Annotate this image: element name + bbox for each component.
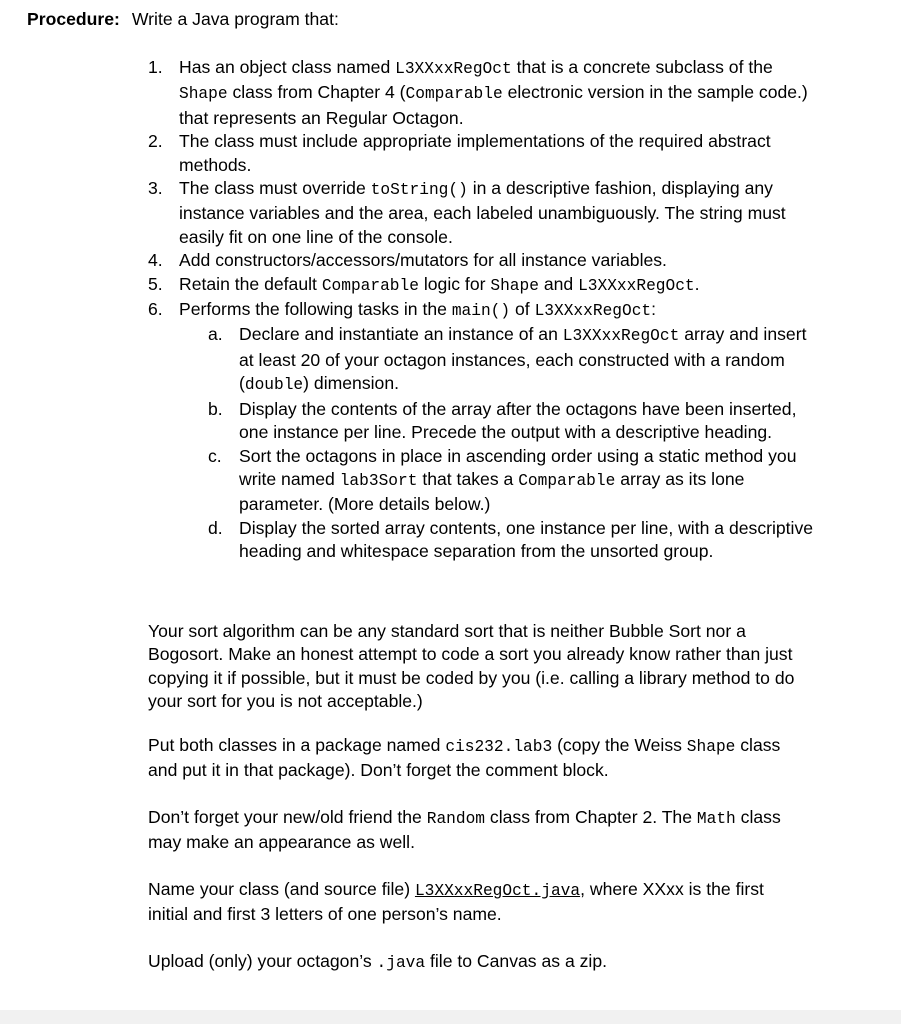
list-item-6c: c. Sort the octagons in place in ascending order using a static method you write named lab3Sort that takes a Comparable array as its lone parameter. (More details below.)	[208, 445, 797, 515]
list-item-5: 5. Retain the default Comparable logic for Shape and L3XXxxRegOct.	[148, 273, 700, 295]
sort-paragraph: Your sort algorithm can be any standard sort that is neither Bubble Sort nor a Bogosort. Make an honest attempt to code a sort you already know rather than just copying it if possible, but it must be coded by you (i.e. calling a library method to do your sort for you is not acceptable.)	[148, 621, 795, 712]
list-item-2: 2. The class must include appropriate implementations of the required abstract methods.	[148, 131, 771, 175]
filename-code: L3XXxxRegOct.java	[414, 882, 581, 900]
procedure-lead: Write a Java program that:	[131, 9, 339, 29]
procedure-heading	[27, 7, 339, 31]
package-paragraph: Put both classes in a package named cis232.lab3 (copy the Weiss Shape class and put it in that package). Don’t forget the comment block.	[148, 735, 781, 781]
procedure-label: Procedure:	[27, 9, 120, 29]
main-tasks-list	[208, 323, 818, 563]
page-bottom-band	[0, 1010, 901, 1024]
list-item-3: 3. The class must override toString() in a descriptive fashion, displaying any instance variables and the area, each labeled unambiguously. The string must easily fit on one line of the console.	[148, 178, 786, 247]
random-paragraph: Don’t forget your new/old friend the Random class from Chapter 2. The Math class may make an appearance as well.	[148, 807, 781, 853]
list-item-1: 1. Has an object class named L3XXxxRegOct that is a concrete subclass of the Shape class from Chapter 4 (Comparable electronic version in the sample code.) that represents an Regular Octagon.	[148, 57, 808, 128]
requirements-list	[148, 56, 818, 564]
list-item-6b: b. Display the contents of the array after the octagons have been inserted, one instance per line. Precede the output with a descriptive heading.	[208, 398, 797, 443]
list-item-6a: a. Declare and instantiate an instance of an L3XXxxRegOct array and insert at least 20 of your octagon instances, each constructed with a random (double) dimension.	[208, 324, 807, 395]
list-item-6: 6. Performs the following tasks in the main() of L3XXxxRegOct: a. Declare and instantiate an instance of an L3XXxxRegOct array and insert at least 20 of your octagon instances, each constructed with a random (double) dimension. b. Display the contents of the array after the octagons have been inserted, one instance per line. Precede the output with a descriptive heading. c. Sort the octagons in place in ascending order using a static method you write named lab3Sort that takes a Comparable array as its lone parameter. (More details below.) d. Display the sorted array contents, one instance per line, with a descriptive heading and whitespace separation from the unsorted group.	[148, 298, 818, 563]
upload-paragraph: Upload (only) your octagon’s .java file to Canvas as a zip.	[148, 951, 608, 972]
list-item-6d: d. Display the sorted array contents, one instance per line, with a descriptive heading and whitespace separation from the unsorted group.	[208, 517, 814, 562]
filename-paragraph: Name your class (and source file) L3XXxxRegOct.java, where XXxx is the first initial and first 3 letters of one person’s name.	[148, 879, 764, 925]
list-item-4: 4. Add constructors/accessors/mutators for all instance variables.	[148, 250, 667, 271]
